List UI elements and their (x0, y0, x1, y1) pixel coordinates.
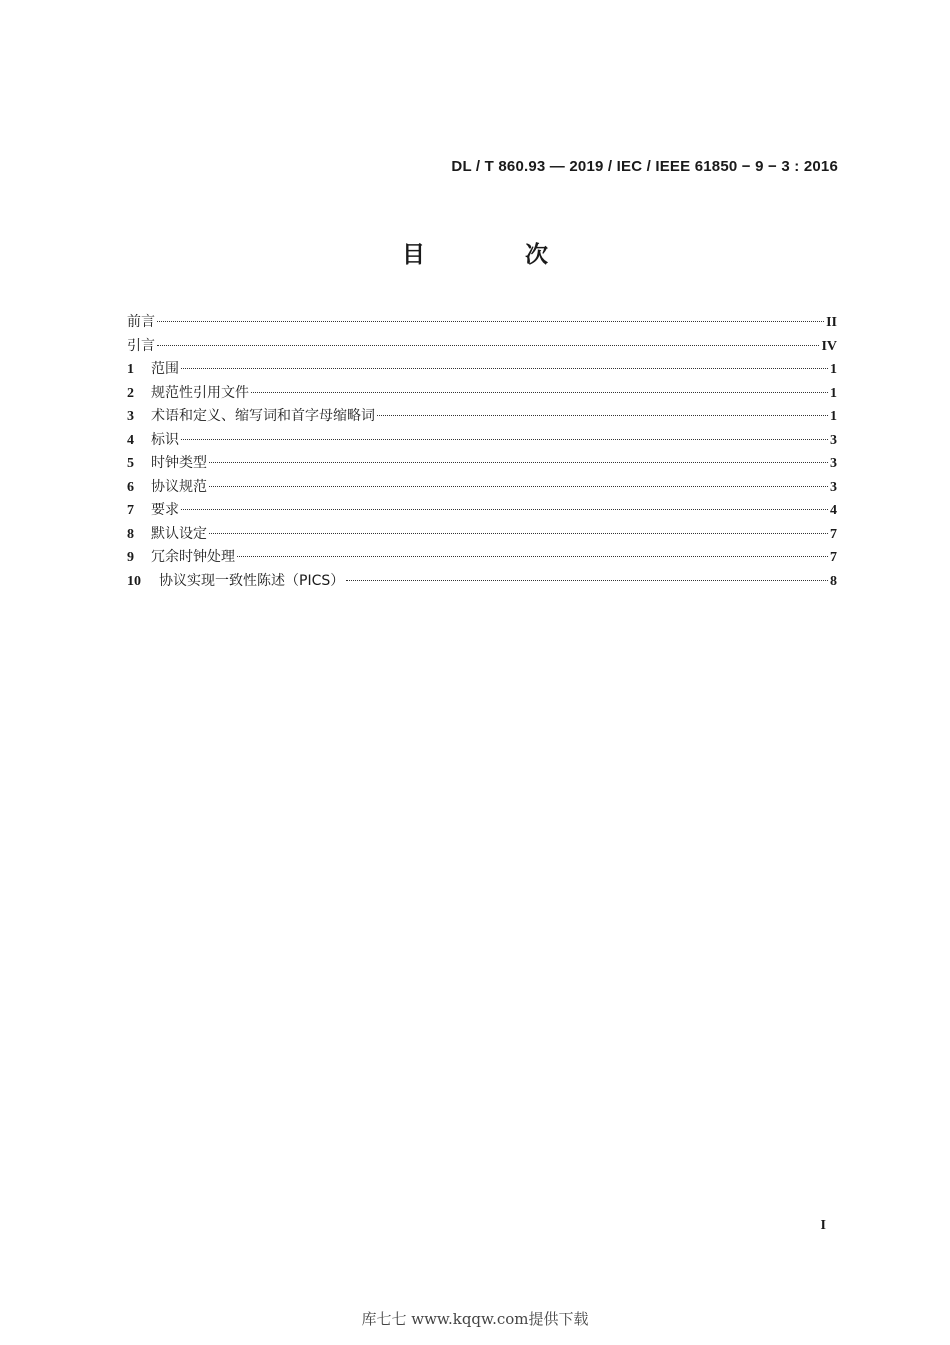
dot-leader (237, 556, 828, 557)
toc-entry-page: 1 (830, 409, 837, 424)
dot-leader (377, 415, 828, 416)
toc-entry-title: 默认设定 (151, 525, 207, 542)
toc-entry-clock-types[interactable] (127, 452, 837, 476)
toc-entry-number: 8 (127, 526, 134, 542)
toc-title: 目 次 (401, 242, 594, 268)
toc-entry-requirements[interactable] (127, 499, 837, 523)
toc-entry-identification[interactable] (127, 429, 837, 453)
toc-entry-page: 3 (830, 456, 837, 471)
dot-leader (251, 392, 828, 393)
toc-entry-normative-references[interactable] (127, 382, 837, 406)
toc-entry-number: 2 (127, 385, 134, 401)
toc-entry-page: 7 (830, 526, 837, 542)
download-watermark: 库七七 www.kqqw.com提供下载 (361, 1310, 589, 1328)
toc-entry-page: 4 (830, 503, 837, 518)
toc-entry-page: 3 (830, 432, 837, 448)
toc-entry-pics[interactable] (127, 570, 837, 594)
table-of-contents (127, 311, 837, 593)
toc-entry-number: 4 (127, 432, 134, 448)
toc-entry-introduction[interactable] (127, 335, 837, 359)
dot-leader (157, 321, 824, 322)
toc-entry-number: 10 (127, 573, 141, 589)
dot-leader (209, 533, 828, 534)
toc-entry-number: 1 (127, 362, 134, 377)
toc-entry-number: 6 (127, 479, 134, 495)
toc-entry-title: 冗余时钟处理 (151, 549, 235, 565)
page-number: I (820, 1218, 826, 1233)
standard-number: DL / T 860.93 — 2019 / IEC / IEEE 61850 − 9 − 3 : 2016 (451, 158, 838, 175)
toc-entry-page: IV (821, 338, 837, 354)
toc-entry-scope[interactable] (127, 358, 837, 382)
dot-leader (157, 345, 819, 346)
toc-entry-page: 7 (830, 550, 837, 565)
toc-entry-number: 3 (127, 409, 134, 424)
toc-entry-number: 5 (127, 456, 134, 471)
toc-entry-terms-definitions[interactable] (127, 405, 837, 429)
toc-entry-number: 7 (127, 503, 134, 518)
toc-entry-default-settings[interactable] (127, 523, 837, 547)
toc-entry-page: 1 (830, 385, 837, 401)
dot-leader (181, 509, 828, 510)
toc-entry-page: II (826, 315, 837, 330)
toc-entry-page: 8 (830, 573, 837, 589)
dot-leader (181, 368, 828, 369)
toc-entry-page: 1 (830, 362, 837, 377)
toc-entry-protocol-specification[interactable] (127, 476, 837, 500)
toc-entry-title: 规范性引用文件 (151, 384, 249, 401)
toc-entry-title: 要求 (151, 502, 179, 518)
toc-entry-title: 时钟类型 (151, 455, 207, 471)
toc-entry-redundant-clock-handling[interactable] (127, 546, 837, 570)
toc-entry-page: 3 (830, 479, 837, 495)
toc-entry-title: 标识 (151, 431, 179, 448)
toc-entry-number: 9 (127, 550, 134, 565)
toc-entry-foreword[interactable] (127, 311, 837, 335)
dot-leader (181, 439, 828, 440)
toc-entry-title: 范围 (151, 361, 179, 377)
toc-entry-title: 前言 (127, 314, 155, 330)
toc-entry-title: 术语和定义、缩写词和首字母缩略词 (151, 408, 375, 424)
dot-leader (209, 462, 828, 463)
dot-leader (346, 580, 828, 581)
toc-entry-title: 协议规范 (151, 478, 207, 495)
toc-entry-title: 引言 (127, 337, 155, 354)
toc-entry-title: 协议实现一致性陈述（PICS） (159, 572, 345, 589)
dot-leader (209, 486, 828, 487)
